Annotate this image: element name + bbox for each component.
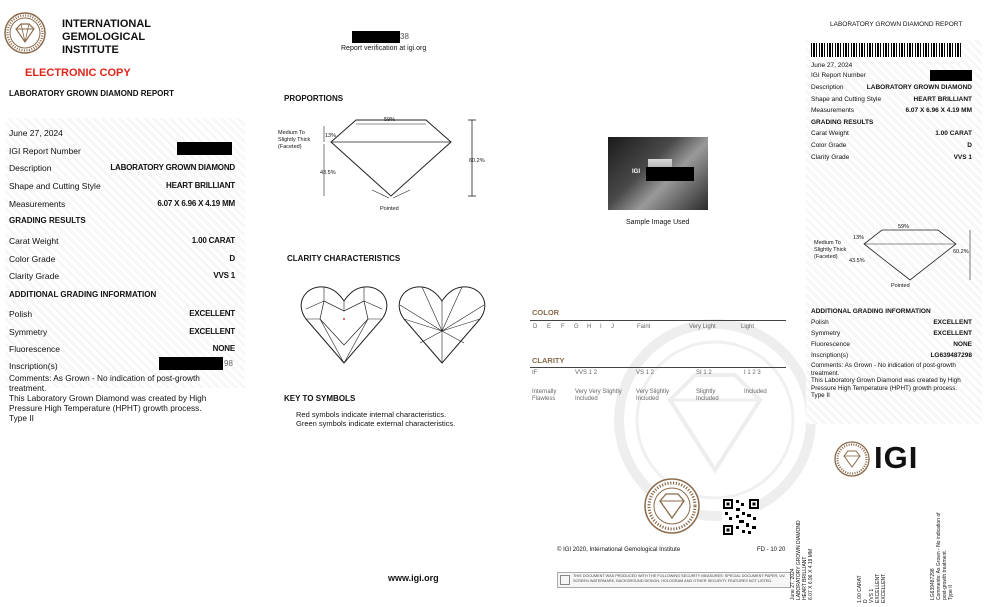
key-to-symbols-heading: KEY TO SYMBOLS — [284, 394, 356, 403]
carat-label: Carat Weight — [9, 236, 59, 246]
right-culet: Pointed — [891, 283, 910, 289]
right-report-number-label: IGI Report Number — [811, 72, 866, 79]
fluorescence-value: NONE — [212, 344, 235, 353]
right-additional-heading: ADDITIONAL GRADING INFORMATION — [811, 308, 931, 315]
proportions-diagram — [276, 110, 496, 220]
color-grade-i: I — [600, 324, 602, 330]
left-panel — [0, 0, 250, 607]
right-pavilion-pct: 43.5% — [849, 258, 865, 264]
copyright-text: © IGI 2020, International Gemological Institute — [557, 547, 681, 553]
rotated-summary-details: June 27, 2024 LABORATORY GROWN DIAMOND HEART BRILLIANT 6.07 X 6.96 X 4.19 MM — [790, 520, 814, 600]
right-measurements-label: Measurements — [811, 107, 854, 114]
right-panel — [790, 0, 1000, 607]
qr-code-icon[interactable] — [722, 498, 760, 536]
right-comments: Comments: As Grown - No indication of post-growth treatment. This Laboratory Grown Diamond was created by High Pressure High Temperature (HPHT) growth process. Type II — [811, 362, 961, 399]
institute-name: INTERNATIONAL GEMOLOGICAL INSTITUTE — [62, 18, 152, 56]
carat-value: 1.00 CARAT — [191, 236, 235, 245]
sample-igi-mark: IGI — [632, 169, 641, 175]
clarity-label: Clarity Grade — [9, 271, 60, 281]
clarity-grade-vs: VS 1 2 — [636, 370, 655, 376]
clarity-grade-vvs: VVS 1 2 — [575, 370, 598, 376]
pavilion-pct: 43.5% — [320, 170, 336, 176]
table-pct: 59% — [384, 117, 396, 123]
rotated-summary-grades: 1.00 CARAT D VVS 1 EXCELLENT EXCELLENT — [857, 573, 887, 603]
additional-heading: ADDITIONAL GRADING INFORMATION — [9, 290, 157, 299]
color-scale — [530, 308, 786, 338]
verification-text: Report verification at igi.org — [341, 45, 427, 52]
key-green-text: Green symbols indicate external characteristics. — [296, 419, 456, 428]
right-redacted-number — [930, 70, 972, 81]
clarity-grade-if: IF — [532, 370, 538, 376]
right-table-pct: 59% — [898, 224, 910, 230]
report-type-title: LABORATORY GROWN DIAMOND REPORT — [9, 89, 175, 98]
right-measurements: 6.07 X 6.96 X 4.19 MM — [905, 107, 972, 114]
website-link[interactable]: www.igi.org — [388, 573, 439, 583]
right-shape: HEART BRILLIANT — [913, 96, 972, 103]
redacted-sample — [646, 167, 694, 181]
heart-pavilion-diagram — [398, 283, 486, 365]
clarity-term-if: Internally Flawless — [532, 389, 557, 402]
right-inscription-label: Inscription(s) — [811, 352, 849, 359]
right-symmetry: EXCELLENT — [933, 330, 972, 337]
right-crown-pct: 13% — [853, 235, 865, 241]
color-term-faint: Faint — [637, 324, 651, 330]
right-color-label: Color Grade — [811, 142, 847, 149]
polish-value: EXCELLENT — [189, 309, 235, 318]
symmetry-value: EXCELLENT — [189, 327, 235, 336]
color-grade-d: D — [533, 324, 538, 330]
right-fluorescence: NONE — [953, 341, 972, 348]
clarity-scale-heading: CLARITY — [532, 356, 565, 365]
redacted-inscription — [159, 357, 223, 370]
shape-label: Shape and Cutting Style — [9, 181, 101, 191]
comments: Comments: As Grown - No indication of post-growth treatment. This Laboratory Grown Diamond was created by High Pressure High Temperature (HPHT) growth process. Type II — [9, 373, 207, 423]
electronic-copy-label: ELECTRONIC COPY — [25, 67, 131, 79]
right-igi-seal-icon — [834, 441, 870, 477]
depth-pct: 60.2% — [469, 158, 485, 164]
description-value: LABORATORY GROWN DIAMOND — [110, 163, 235, 172]
key-symbols-text — [296, 410, 455, 428]
igi-bottom-seal-icon — [644, 478, 700, 534]
right-fluorescence-label: Fluorescence — [811, 341, 851, 348]
crown-pct: 13% — [325, 133, 337, 139]
shape-value: HEART BRILLIANT — [166, 181, 235, 190]
right-description-label: Description — [811, 84, 844, 91]
security-note: THIS DOCUMENT WAS PRODUCED WITH THE FOLLOWING SECURITY MEASURES: SPECIAL DOCUMENT PAPER, UV-SCREEN WATERMARK, BACKGROUND DESIGN, HOLOGRAM AND OTHER SECURITY FEATURES NOT LISTED. — [573, 574, 786, 583]
color-scale-heading: COLOR — [532, 308, 560, 317]
color-value: D — [229, 254, 235, 263]
clarity-grade-si: SI 1 2 — [696, 370, 712, 376]
right-igi-logo-text: IGI — [874, 440, 919, 475]
form-number: FD - 10 20 — [757, 547, 786, 553]
right-polish-label: Polish — [811, 319, 829, 326]
redacted-header-number — [352, 31, 400, 43]
igi-seal-icon — [4, 12, 46, 54]
sample-caption: Sample Image Used — [626, 219, 690, 226]
key-red-text: Red symbols indicate internal characteristics. — [296, 410, 447, 419]
right-polish: EXCELLENT — [933, 319, 972, 326]
document-icon — [560, 575, 570, 585]
polish-label: Polish — [9, 309, 33, 319]
right-color: D — [967, 142, 972, 149]
color-term-very-light: Very Light — [689, 324, 716, 330]
grading-results-heading: GRADING RESULTS — [9, 216, 86, 225]
header-number-partial: 38 — [400, 32, 409, 41]
report-date: June 27, 2024 — [9, 128, 63, 138]
report-number-label: IGI Report Number — [9, 146, 81, 156]
right-shape-label: Shape and Cutting Style — [811, 96, 882, 103]
clarity-term-vs: Very Slightly Included — [636, 389, 670, 402]
girdle-text: Medium To Slightly Thick (Faceted) — [278, 130, 311, 150]
inscription-label: Inscription(s) — [9, 361, 58, 371]
right-girdle: Medium To Slightly Thick (Faceted) — [814, 240, 847, 260]
proportions-heading: PROPORTIONS — [284, 94, 344, 103]
right-carat: 1.00 CARAT — [935, 130, 972, 137]
symmetry-label: Symmetry — [9, 327, 48, 337]
rotated-summary-comments: LG639487298 Comments: As Grown - No indication of post-growth treatment. Type II — [930, 512, 954, 600]
clarity-scale — [530, 356, 786, 406]
redacted-report-number — [177, 142, 232, 155]
right-inscription: LG639487298 — [930, 352, 972, 359]
inscription-partial: 98 — [224, 359, 233, 368]
measurements-value: 6.07 X 6.96 X 4.19 MM — [157, 199, 235, 208]
right-title: LABORATORY GROWN DIAMOND REPORT — [830, 21, 963, 28]
clarity-term-i: Included — [744, 389, 767, 395]
culet-text: Pointed — [380, 206, 399, 212]
clarity-term-vvs: Very Very Slightly Included — [575, 389, 622, 402]
heart-crown-diagram — [300, 283, 388, 365]
right-depth-pct: 60.2% — [953, 249, 969, 255]
measurements-label: Measurements — [9, 199, 66, 209]
right-symmetry-label: Symmetry — [811, 330, 841, 337]
color-grade-e: E — [547, 324, 552, 330]
clarity-characteristics-heading: CLARITY CHARACTERISTICS — [287, 254, 401, 263]
color-grade-j: J — [611, 324, 614, 330]
color-grade-h: H — [587, 324, 592, 330]
clarity-grade-i: I 1 2 3 — [744, 370, 761, 376]
color-term-light: Light — [741, 324, 755, 330]
right-grading-heading: GRADING RESULTS — [811, 119, 874, 126]
color-grade-f: F — [561, 324, 565, 330]
right-description: LABORATORY GROWN DIAMOND — [866, 84, 972, 91]
clarity-term-si: Slightly Included — [696, 389, 719, 402]
rotated-summary — [790, 500, 984, 603]
security-note-box — [557, 572, 791, 588]
right-clarity: VVS 1 — [953, 154, 972, 161]
clarity-value: VVS 1 — [213, 271, 235, 280]
right-clarity-label: Clarity Grade — [811, 154, 850, 161]
description-label: Description — [9, 163, 52, 173]
right-carat-label: Carat Weight — [811, 130, 849, 137]
sample-image — [608, 137, 708, 210]
barcode-icon — [811, 43, 961, 57]
color-grade-g: G — [574, 324, 579, 330]
right-date: June 27, 2024 — [811, 62, 853, 69]
fluorescence-label: Fluorescence — [9, 344, 61, 354]
color-label: Color Grade — [9, 254, 56, 264]
